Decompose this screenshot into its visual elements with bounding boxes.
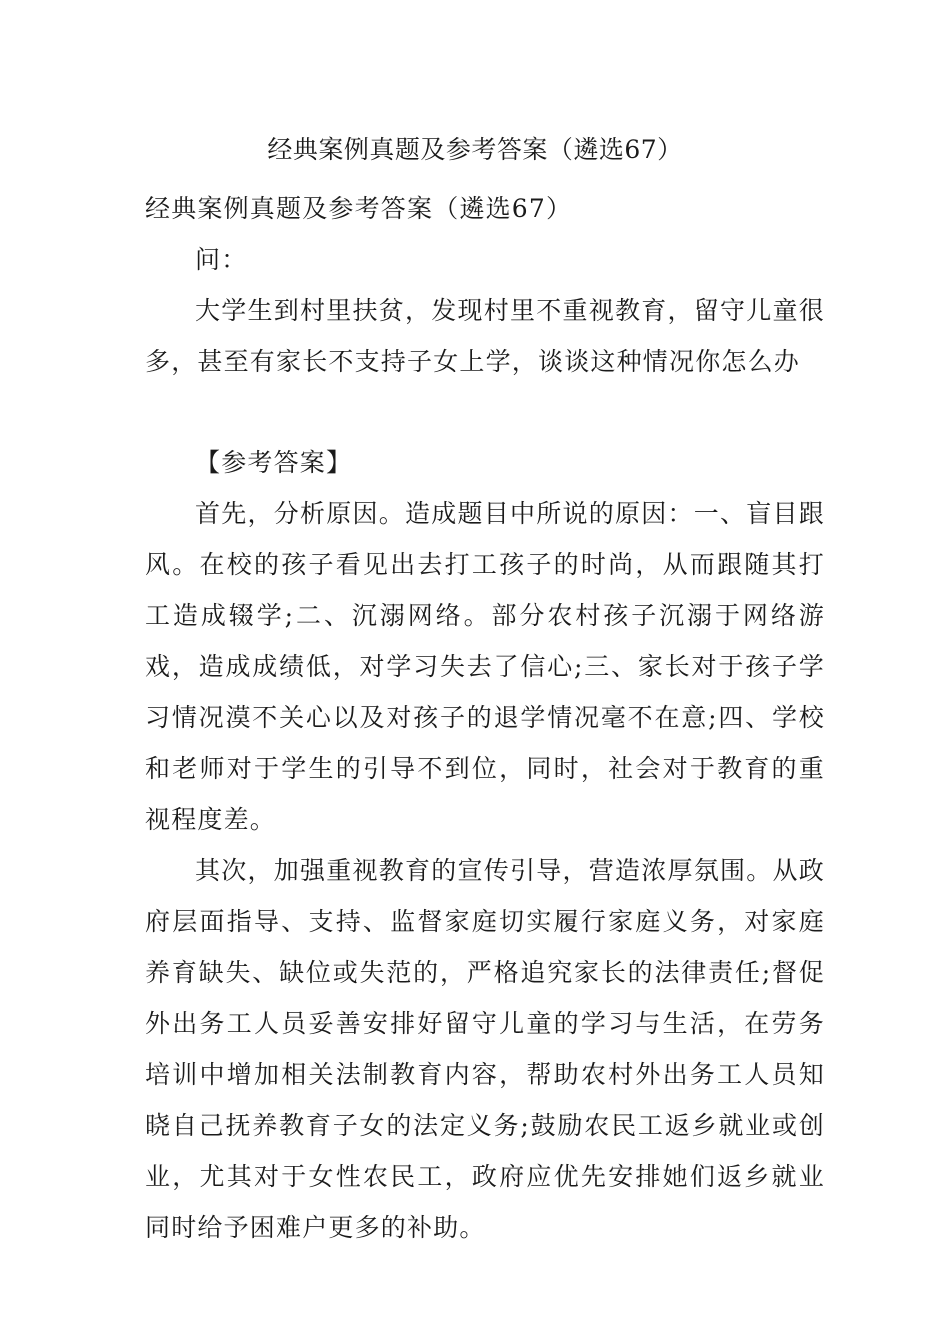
document-subtitle: 经典案例真题及参考答案（遴选67）	[145, 194, 573, 223]
question-text: 大学生到村里扶贫，发现村里不重视教育，留守儿童很多，甚至有家长不支持子女上学，谈谈这种情况你怎么办	[145, 296, 825, 376]
answer-paragraph-1: 首先，分析原因。造成题目中所说的原因：一、盲目跟风。在校的孩子看见出去打工孩子的时尚，从而跟随其打工造成辍学;二、沉溺网络。部分农村孩子沉溺于网络游戏，造成成绩低，对学习失去了信心;三、家长对于孩子学习情况漠不关心以及对孩子的退学情况毫不在意;四、学校和老师对于学生的引导不到位，同时，社会对于教育的重视程度差。	[145, 499, 825, 834]
paragraph-spacer	[145, 387, 825, 437]
answer-paragraph-2: 其次，加强重视教育的宣传引导，营造浓厚氛围。从政府层面指导、支持、监督家庭切实履行家庭义务，对家庭养育缺失、缺位或失范的，严格追究家长的法律责任;督促外出务工人员妥善安排好留守儿童的学习与生活，在劳务培训中增加相关法制教育内容，帮助农村外出务工人员知晓自己抚养教育子女的法定义务;鼓励农民工返乡就业或创业，尤其对于女性农民工，政府应优先安排她们返乡就业同时给予困难户更多的补助。	[145, 856, 825, 1242]
answer-label: 【参考答案】	[195, 448, 353, 477]
question-label: 问：	[195, 245, 248, 274]
document-body	[145, 183, 825, 1253]
document-title: 经典案例真题及参考答案（遴选67）	[267, 135, 683, 164]
